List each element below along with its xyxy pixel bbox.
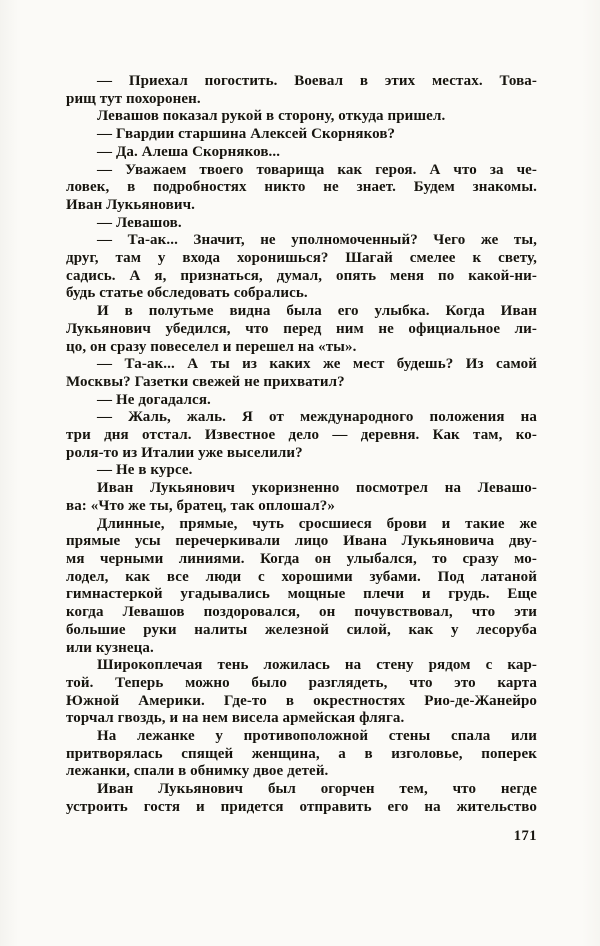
text-line: И в полутьме видна была его улыбка. Когда Иван: [97, 303, 537, 320]
text-line: прямые усы перечеркивали лицо Ивана Лукьяновича дву-: [66, 533, 537, 550]
text-line: — Приехал погостить. Воевал в этих местах. Това-: [97, 73, 537, 89]
text-line: Левашов показал рукой в сторону, откуда пришел.: [97, 108, 446, 125]
text-line: Москвы? Газетки свежей не прихватил?: [66, 373, 345, 390]
text-line: рищ тут похоронен.: [66, 90, 201, 107]
text-line: будь статье обследовать собрались.: [66, 285, 308, 302]
text-line: мя черными линиями. Когда он улыбался, то сразу мо-: [66, 550, 537, 567]
text-line: ловек, в подробностях никто не знает. Будем знакомы.: [66, 179, 537, 196]
text-line: лодел, как все люди с хорошими зубами. Под латаной: [66, 568, 537, 585]
text-line: — Левашов.: [97, 214, 182, 231]
text-line: притворялась спящей женщина, а в изголовье, поперек: [66, 745, 537, 762]
text-line: устроить гостя и придется отправить его на жительство: [66, 798, 537, 815]
text-line: — Та-ак... А ты из каких же мест будешь? Из самой: [97, 356, 537, 373]
text-line: — Уважаем твоего товарища как героя. А что за че-: [97, 161, 537, 178]
text-line: друг, там у входа хоронишься? Шагай смелее к свету,: [66, 250, 537, 267]
text-line: три дня отстал. Известное дело — деревня. Как там, ко-: [66, 427, 537, 444]
text-line: гимнастеркой угадывались мощные плечи и грудь. Еще: [66, 586, 537, 603]
text-line: — Да. Алеша Скорняков...: [97, 143, 281, 160]
text-line: Иван Лукьянович укоризненно посмотрел на Левашо-: [97, 480, 537, 497]
text-line: цо, он сразу повеселел и перешел на «ты».: [66, 338, 357, 355]
text-line: Южной Америки. Где-то в окрестностях Рио-де-Жанейро: [66, 692, 537, 709]
text-line: Иван Лукьянович.: [66, 196, 195, 213]
text-line: Иван Лукьянович был огорчен тем, что негде: [97, 781, 537, 798]
text-line: — Не в курсе.: [97, 462, 193, 479]
text-line: Длинные, прямые, чуть сросшиеся брови и такие же: [97, 515, 537, 532]
text-line: Лукьянович убедился, что перед ним не официальное ли-: [66, 320, 537, 337]
page-number: 171: [513, 828, 537, 844]
text-line: — Гвардии старшина Алексей Скорняков?: [97, 126, 396, 143]
text-line: На лежанке у противоположной стены спала или: [97, 728, 537, 745]
text-line: Широкоплечая тень ложилась на стену рядом с кар-: [97, 657, 537, 674]
text-line: когда Левашов поздоровался, он почувствовал, что эти: [66, 604, 537, 621]
text-line: ва: «Что же ты, братец, так оплошал?»: [66, 497, 335, 514]
text-line: — Та-ак... Значит, не уполномоченный? Чего же ты,: [97, 232, 537, 249]
page-text-block: [66, 73, 537, 817]
text-line: или кузнеца.: [66, 639, 154, 656]
text-line: садись. А я, признаться, думал, опять меня по какой-ни-: [66, 267, 537, 284]
text-line: лежанки, спали в обнимку двое детей.: [66, 763, 329, 780]
text-line: большие руки налиты железной силой, как у лесоруба: [66, 621, 537, 638]
text-line: роля-то из Италии уже выселили?: [66, 444, 303, 461]
text-line: торчал гвоздь, и на нем висела армейская фляга.: [66, 710, 405, 727]
text-line: той. Теперь можно было разглядеть, что это карта: [66, 674, 537, 691]
text-line: — Жаль, жаль. Я от международного положения на: [97, 409, 537, 426]
text-line: — Не догадался.: [97, 391, 211, 408]
